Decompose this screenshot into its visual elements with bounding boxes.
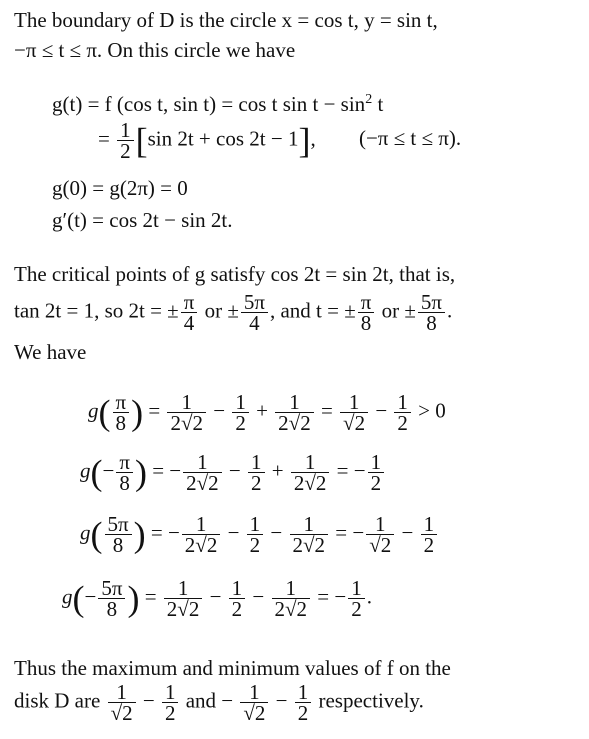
- fraction-denominator: 2√2: [184, 533, 218, 557]
- fraction-1-over-2: [229, 578, 246, 619]
- fraction-denominator: √2: [243, 701, 266, 725]
- fraction-numerator: 1: [290, 514, 329, 535]
- right-paren: ): [134, 452, 147, 493]
- left-paren: (: [98, 392, 111, 433]
- equation-g-t-end: t: [377, 92, 384, 116]
- fraction-denominator: 2√2: [278, 411, 311, 435]
- fraction-denominator: 2: [120, 139, 131, 163]
- right-paren: ): [131, 392, 144, 433]
- fraction-1-over-2root2: [272, 578, 311, 619]
- minus-sign: −: [84, 584, 97, 609]
- conclusion-line-1: Thus the maximum and minimum values of f on the: [14, 656, 451, 680]
- fraction-numerator: 1: [348, 578, 365, 599]
- fraction-numerator: 1: [167, 392, 206, 413]
- fraction-denominator: 8: [426, 311, 437, 335]
- fraction-numerator: 1: [164, 578, 203, 599]
- fraction-1-over-2root2: [290, 514, 329, 555]
- fraction-1-over-2: [421, 514, 438, 555]
- equals-sign: =: [150, 520, 163, 545]
- fraction-denominator: 2√2: [166, 597, 200, 621]
- left-bracket: [: [135, 120, 148, 161]
- minus-sign: −: [353, 458, 366, 483]
- left-paren: (: [72, 578, 85, 619]
- minus-sign: −: [169, 458, 182, 483]
- fraction-numerator: 1: [162, 682, 179, 703]
- value-g-minus-pi-8: [80, 452, 386, 493]
- fraction-numerator: 1: [247, 514, 264, 535]
- left-paren: (: [90, 452, 103, 493]
- fraction-denominator: 2√2: [186, 471, 219, 495]
- fraction-numerator: 1: [183, 452, 222, 473]
- fraction-denominator: 8: [115, 411, 127, 435]
- fraction-1-over-2root2: [164, 578, 203, 619]
- fraction-denominator: 8: [112, 533, 124, 557]
- equation-g-t-expanded: = $\frac{1}{2}$ [sin 2t + cos 2t − 1], (−π ≤ t ≤ π).: [98, 118, 462, 163]
- value-g-5pi-8: [80, 514, 439, 555]
- fraction-numerator: 1: [232, 392, 249, 413]
- minus-sign: −: [102, 458, 115, 483]
- fraction-numerator: 1: [182, 514, 221, 535]
- function-g: g: [80, 458, 91, 483]
- fraction-denominator: 2: [231, 597, 243, 621]
- fraction-1-over-2: [232, 392, 249, 433]
- greater-than-zero: > 0: [418, 398, 446, 423]
- equals-sign: =: [152, 458, 165, 483]
- fraction-1-over-2root2: [167, 392, 206, 433]
- fraction-pi-over-4: [181, 292, 198, 333]
- plus-sign: +: [271, 458, 284, 483]
- equation-g-t: [52, 88, 383, 116]
- equals-sign: =: [335, 520, 348, 545]
- fraction-1-over-2: [368, 452, 385, 493]
- fraction-numerator: 1: [240, 682, 268, 703]
- fraction-denominator: 2√2: [274, 597, 308, 621]
- fraction-pi-over-8: [113, 392, 130, 433]
- minus-sign: −: [252, 584, 265, 609]
- fraction-1-over-root2: [108, 682, 136, 723]
- minus-sign: −: [375, 398, 388, 423]
- fraction-numerator: 1: [295, 682, 312, 703]
- fraction-numerator: 1: [248, 452, 265, 473]
- fraction-numerator: 5π: [241, 292, 268, 313]
- equals-sign: =: [320, 398, 333, 423]
- minus-sign: −: [401, 520, 414, 545]
- fraction-numerator: 5π: [418, 292, 445, 313]
- or-text-2: or ±: [381, 298, 416, 323]
- fraction-denominator: 8: [106, 597, 118, 621]
- minus-sign: −: [142, 688, 155, 713]
- fraction-denominator: 2: [164, 701, 176, 725]
- minus-sign: −: [352, 520, 365, 545]
- plus-sign: +: [256, 398, 268, 423]
- function-g: g: [88, 398, 99, 423]
- minus-sign: −: [209, 584, 222, 609]
- function-g: g: [80, 520, 91, 545]
- fraction-numerator: 1: [291, 452, 330, 473]
- fraction-1-over-2: [248, 452, 265, 493]
- equals-sign: =: [98, 126, 110, 151]
- fraction-denominator: 2√2: [293, 471, 327, 495]
- right-paren: ): [127, 578, 140, 619]
- fraction-denominator: 8: [119, 471, 130, 495]
- fraction-numerator: 1: [108, 682, 136, 703]
- fraction-5pi-over-4: [241, 292, 268, 333]
- fraction-denominator: 2: [235, 411, 246, 435]
- fraction-1-over-root2: [366, 514, 394, 555]
- fraction-denominator: 2√2: [170, 411, 203, 435]
- minus-sign: −: [167, 520, 180, 545]
- fraction-5pi-over-8: [105, 514, 132, 555]
- fraction-numerator: π: [358, 292, 375, 313]
- fraction-numerator: 1: [229, 578, 246, 599]
- fraction-numerator: π: [113, 392, 130, 413]
- fraction-denominator: 4: [183, 311, 195, 335]
- fraction-denominator: √2: [343, 411, 366, 435]
- equation-g-t-exponent: 2: [365, 92, 373, 107]
- fraction-denominator: √2: [110, 701, 133, 725]
- fraction-denominator: 2: [370, 471, 382, 495]
- fraction-numerator: π: [181, 292, 198, 313]
- fraction-denominator: 2: [249, 533, 261, 557]
- fraction-denominator: 2: [251, 471, 262, 495]
- value-g-minus-5pi-8: [62, 578, 372, 619]
- fraction-1-over-2: [394, 392, 411, 433]
- equation-range: (−π ≤ t ≤ π).: [358, 126, 462, 151]
- fraction-numerator: 1: [272, 578, 311, 599]
- minus-sign: −: [270, 520, 283, 545]
- fraction-1-over-2: [162, 682, 179, 723]
- fraction-1-over-2: [295, 682, 312, 723]
- left-paren: (: [90, 514, 103, 555]
- equals-sign: =: [336, 458, 349, 483]
- fraction-numerator: 5π: [105, 514, 132, 535]
- and-text: and −: [185, 688, 234, 713]
- fraction-1-over-2root2: [275, 392, 314, 433]
- fraction-1-over-2: [348, 578, 365, 619]
- fraction-one-half: [117, 120, 134, 161]
- critical-tan-text: tan 2t = 1, so 2t = ±: [14, 298, 179, 323]
- fraction-numerator: 1: [117, 120, 134, 141]
- fraction-1-over-2root2: [182, 514, 221, 555]
- fraction-numerator: 1: [368, 452, 385, 473]
- period: .: [366, 584, 372, 609]
- fraction-numerator: 1: [275, 392, 314, 413]
- conclusion-line-2: [14, 682, 424, 723]
- fraction-denominator: 2√2: [292, 533, 326, 557]
- equation-g-prime: g′(t) = cos 2t − sin 2t.: [52, 208, 233, 232]
- fraction-1-over-root2: [340, 392, 368, 433]
- fraction-numerator: π: [116, 452, 133, 473]
- intro-line-1: The boundary of D is the circle x = cos t, y = sin t,: [14, 8, 438, 32]
- fraction-1-over-2: [247, 514, 264, 555]
- fraction-denominator: 2: [423, 533, 435, 557]
- fraction-numerator: 1: [340, 392, 368, 413]
- equation-g-zero: g(0) = g(2π) = 0: [52, 176, 188, 200]
- fraction-numerator: 1: [366, 514, 394, 535]
- critical-line-3: We have: [14, 340, 87, 364]
- fraction-1-over-root2: [240, 682, 268, 723]
- fraction-denominator: 8: [360, 311, 372, 335]
- equation-g-t-main: g(t) = f (cos t, sin t) = cos t sin t − sin: [52, 92, 366, 116]
- and-t-text: , and t = ±: [269, 298, 356, 323]
- minus-sign: −: [213, 398, 226, 423]
- critical-line-2: [14, 292, 452, 333]
- intro-line-2: −π ≤ t ≤ π. On this circle we have: [14, 38, 296, 62]
- minus-sign: −: [228, 458, 241, 483]
- fraction-1-over-2root2: [291, 452, 330, 493]
- fraction-1-over-2root2: [183, 452, 222, 493]
- function-g: g: [62, 584, 73, 609]
- conclusion-text: disk D are: [14, 688, 101, 713]
- minus-sign: −: [334, 584, 347, 609]
- right-bracket: ]: [298, 120, 311, 161]
- equals-sign: =: [144, 584, 157, 609]
- fraction-numerator: 5π: [98, 578, 125, 599]
- right-paren: ): [133, 514, 146, 555]
- critical-line-1: The critical points of g satisfy cos 2t = sin 2t, that is,: [14, 262, 456, 286]
- fraction-5pi-over-8: [98, 578, 125, 619]
- fraction-numerator: 1: [394, 392, 411, 413]
- bracket-content: sin 2t + cos 2t − 1: [147, 126, 299, 151]
- fraction-5pi-over-8: [418, 292, 445, 333]
- fraction-denominator: 2: [397, 411, 408, 435]
- fraction-denominator: 2: [297, 701, 309, 725]
- equals-sign: =: [317, 584, 330, 609]
- equals-sign: =: [148, 398, 161, 423]
- respectively-text: respectively.: [318, 688, 424, 713]
- fraction-pi-over-8: [116, 452, 133, 493]
- fraction-denominator: √2: [369, 533, 392, 557]
- or-text: or ±: [204, 298, 239, 323]
- fraction-pi-over-8: [358, 292, 375, 333]
- value-g-pi-8: [88, 392, 446, 433]
- fraction-denominator: 2: [351, 597, 362, 621]
- minus-sign: −: [227, 520, 240, 545]
- minus-sign: −: [275, 688, 288, 713]
- period: .: [447, 298, 453, 323]
- fraction-denominator: 4: [249, 311, 260, 335]
- fraction-numerator: 1: [421, 514, 438, 535]
